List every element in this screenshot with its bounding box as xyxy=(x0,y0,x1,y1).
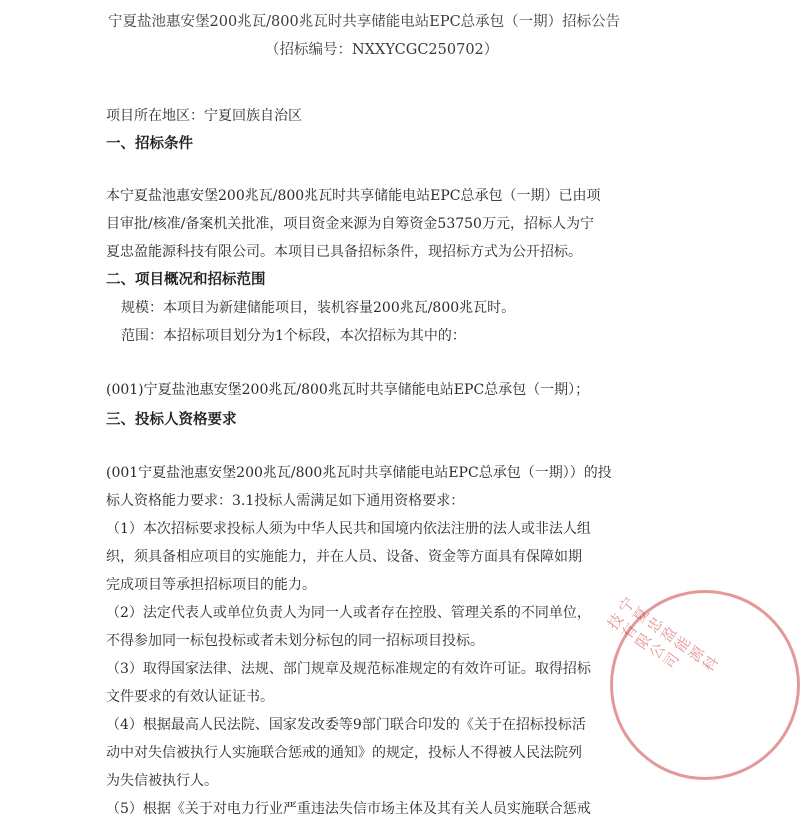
requirement-1: 完成项目等承担招标项目的能力。 xyxy=(106,577,316,593)
project-scale: 规模：本项目为新建储能项目，装机容量200兆瓦/800兆瓦时。 xyxy=(121,300,516,316)
document-title: 宁夏盐池惠安堡200兆瓦/800兆瓦时共享储能电站EPC总承包（一期）招标公告 xyxy=(108,14,621,30)
section-1-line: 本宁夏盐池惠安堡200兆瓦/800兆瓦时共享储能电站EPC总承包（一期）已由项 xyxy=(106,188,601,204)
qualification-intro: 标人资格能力要求：3.1投标人需满足如下通用资格要求： xyxy=(106,493,465,509)
requirement-4: （4）根据最高人民法院、国家发改委等9部门联合印发的《关于在招标投标活 xyxy=(106,717,586,733)
tender-number: （招标编号：NXXYCGC250702） xyxy=(265,42,499,58)
project-region: 项目所在地区：宁夏回族自治区 xyxy=(106,108,302,124)
section-1-line: 夏忠盈能源科技有限公司。本项目已具备招标条件，现招标方式为公开招标。 xyxy=(106,244,582,260)
requirement-1: 织，须具备相应项目的实施能力，并在人员、设备、资金等方面具有保障如期 xyxy=(106,549,582,565)
section-2-heading: 二、项目概况和招标范围 xyxy=(106,271,266,288)
company-seal-text: 宁夏忠盈能源科技有限公司 xyxy=(603,593,723,677)
requirement-2: 不得参加同一标包投标或者未划分标包的同一招标项目投标。 xyxy=(106,633,484,649)
section-1-line: 目审批/核准/备案机关批准，项目资金来源为自筹资金53750万元，招标人为宁 xyxy=(106,216,594,232)
section-1-heading: 一、招标条件 xyxy=(106,135,193,152)
requirement-5: （5）根据《关于对电力行业严重违法失信市场主体及其有关人员实施联合惩戒 xyxy=(106,801,591,817)
project-scope: 范围：本招标项目划分为1个标段，本次招标为其中的： xyxy=(121,328,466,344)
requirement-2: （2）法定代表人或单位负责人为同一人或者存在控股、管理关系的不同单位， xyxy=(106,605,591,621)
requirement-4: 动中对失信被执行人实施联合惩戒的通知》的规定，投标人不得被人民法院列 xyxy=(106,745,582,761)
section-3-heading: 三、投标人资格要求 xyxy=(106,411,237,428)
requirement-1: （1）本次招标要求投标人须为中华人民共和国境内依法注册的法人或非法人组 xyxy=(106,521,591,537)
requirement-3: 文件要求的有效认证证书。 xyxy=(106,689,274,705)
lot-item: (001)宁夏盐池惠安堡200兆瓦/800兆瓦时共享储能电站EPC总承包（一期）； xyxy=(106,382,590,398)
requirement-3: （3）取得国家法律、法规、部门规章及规范标准规定的有效许可证。取得招标 xyxy=(106,661,591,677)
qualification-intro: (001宁夏盐池惠安堡200兆瓦/800兆瓦时共享储能电站EPC总承包（一期））的投 xyxy=(106,465,612,481)
requirement-4: 为失信被执行人。 xyxy=(106,773,218,789)
